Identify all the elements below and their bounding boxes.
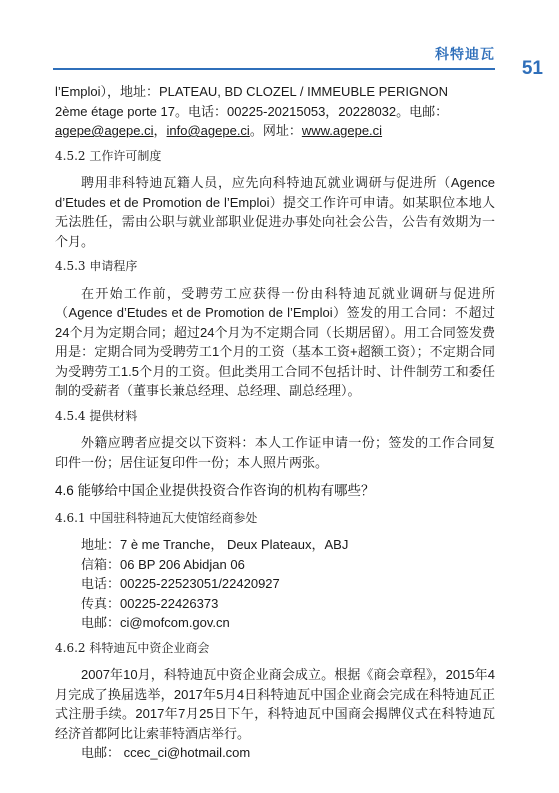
section-body-4-6-2: 2007年10月，科特迪瓦中资企业商会成立。根据《商会章程》，2015年4月完成了换届选举，2017年5月4日科特迪瓦中国企业商会完成在科特迪瓦正式注册手续。2017年7月25日下午，科特迪瓦中国商会揭牌仪式在科特迪瓦经济首都阿比让索菲特酒店举行。 (55, 667, 495, 741)
intro-block (55, 82, 495, 141)
embassy-phone: 电话：00225-22523051/22420927 (81, 576, 280, 591)
section-body-4-5-2: 聘用非科特迪瓦籍人员，应先向科特迪瓦就业调研与促进所（Agence d’Etudes et de Promotion de l’Emploi）提交工作许可申请。如某职位本地人无法胜任，需由公职与就业部职业促进办事处向社会公告，公告有效期为一个月。 (55, 175, 495, 249)
intro-line-1: l’Emploi），地址：PLATEAU, BD CLOZEL / IMMEUBLE PERIGNON (55, 84, 448, 99)
section-body-4-5-3: 在开始工作前，受聘劳工应获得一份由科特迪瓦就业调研与促进所（Agence d’Etudes et de Promotion de l’Emploi）签发的用工合同：不超过24个月为定期合同；超过24个月为不定期合同（长期居留）。用工合同签发费用是：定期合同为受聘劳工1个月的工资（基本工资+超额工资）；不定期合同为受聘劳工1.5个月的工资。但此类用工合同不包括计时、计件制劳工和委任制的受薪者（董事长兼总经理、总经理、副总经理）。 (55, 285, 495, 398)
website-link[interactable]: www.agepe.ci (301, 123, 383, 138)
intro-line-3 (55, 121, 495, 141)
email-link-info[interactable]: info@agepe.ci (166, 123, 250, 138)
email-link-agepe[interactable]: agepe@agepe.ci (55, 123, 154, 138)
web-label: 。网址： (249, 123, 302, 138)
embassy-address: 地址：7 è me Tranche， Deux Plateaux，ABJ (81, 537, 349, 552)
embassy-fax: 传真：00225-22426373 (81, 595, 219, 611)
embassy-contact-list (55, 535, 495, 633)
page-number: 51 (521, 58, 543, 79)
header-rule (53, 68, 495, 70)
section-heading-4-5-2: 4.5.2 工作许可制度 (55, 148, 162, 163)
intro-line-2: 2ème étage porte 17。电话：00225-20215053，20228032。电邮： (55, 103, 449, 119)
section-heading-4-6-1: 4.6.1 中国驻科特迪瓦大使馆经商参处 (55, 510, 258, 525)
embassy-pobox: 信箱：06 BP 206 Abidjan 06 (81, 556, 245, 572)
page-body (55, 82, 495, 763)
section-body-4-5-4: 外籍应聘者应提交以下资料：本人工作证申请一份；签发的工作合同复印件一份；居住证复印件一份；本人照片两张。 (55, 435, 495, 470)
section-heading-4-5-3: 4.5.3 申请程序 (55, 259, 138, 273)
running-header-title: 科特迪瓦 (435, 46, 495, 62)
section-heading-4-6-2: 4.6.2 科特迪瓦中资企业商会 (55, 640, 210, 655)
chamber-email: 电邮： ccec_ci@hotmail.com (81, 745, 251, 760)
section-heading-4-6: 4.6 能够给中国企业提供投资合作咨询的机构有哪些？ (55, 483, 375, 498)
embassy-email: 电邮：ci@mofcom.gov.cn (81, 615, 230, 630)
separator: ， (153, 123, 167, 138)
section-heading-4-5-4: 4.5.4 提供材料 (55, 408, 138, 423)
